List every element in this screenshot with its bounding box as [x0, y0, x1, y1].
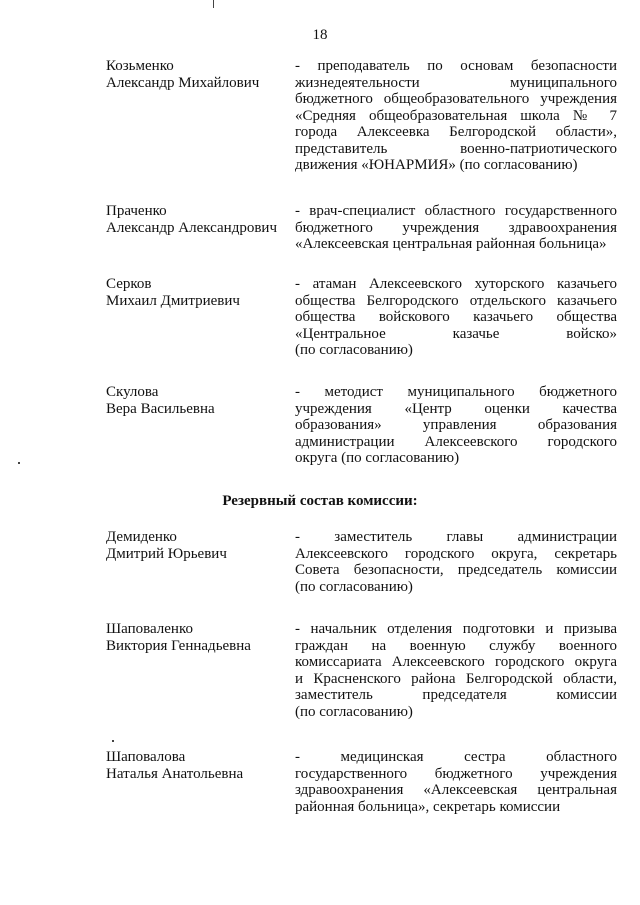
scan-mark	[213, 0, 214, 8]
role-line: районная больница», секретарь комиссии	[295, 798, 561, 815]
role-line: - методист муниципального бюджетного	[295, 384, 617, 400]
role-line: общества Белгородского отдельского казачьего	[295, 292, 617, 309]
role-line: здравоохранения «Алексеевская центральная	[295, 782, 617, 798]
member-name	[106, 276, 291, 309]
role-line: Совета безопасности, председатель комиссии	[295, 562, 617, 578]
role-line: - врач-специалист областного государственного	[295, 203, 617, 219]
role-line: - заместитель главы администрации	[295, 529, 617, 545]
member-given-names: Вера Васильевна	[106, 400, 215, 417]
role-line: города Алексеевка Белгородской области»,	[295, 124, 617, 140]
member-surname: Серков	[106, 276, 152, 292]
member-role	[295, 276, 617, 359]
role-line: бюджетного учреждения здравоохранения	[295, 219, 617, 236]
member-name	[106, 621, 291, 654]
role-line: и Красненского района Белгородской области,	[295, 670, 617, 687]
role-line: (по согласованию)	[295, 342, 413, 358]
role-line: комиссариата Алексеевского городского округа	[295, 654, 617, 670]
member-role	[295, 384, 617, 467]
member-surname: Шаповаленко	[106, 621, 193, 637]
scan-mark	[112, 740, 114, 742]
role-line: общества войскового казачьего общества	[295, 309, 617, 325]
member-given-names: Дмитрий Юрьевич	[106, 545, 227, 562]
role-line: администрации Алексеевского городского	[295, 433, 617, 450]
member-role	[295, 621, 617, 720]
member-surname: Скулова	[106, 384, 159, 400]
member-surname: Козьменко	[106, 58, 174, 74]
member-name	[106, 749, 291, 782]
member-given-names: Александр Александрович	[106, 219, 277, 236]
member-given-names: Михаил Дмитриевич	[106, 292, 240, 309]
role-line: образования» управления образования	[295, 417, 617, 433]
member-name	[106, 529, 291, 562]
role-line: граждан на военную службу военного	[295, 637, 617, 654]
role-line: государственного бюджетного учреждения	[295, 765, 617, 782]
role-line: «Алексеевская центральная районная больница»	[295, 236, 607, 252]
member-surname: Демиденко	[106, 529, 177, 545]
member-given-names: Александр Михайлович	[106, 74, 260, 91]
member-name	[106, 58, 291, 91]
role-line: жизнедеятельности муниципального	[295, 74, 617, 91]
role-line: представитель военно-патриотического	[295, 140, 617, 157]
member-given-names: Виктория Геннадьевна	[106, 637, 251, 654]
role-line: - медицинская сестра областного	[295, 749, 617, 765]
member-given-names: Наталья Анатольевна	[106, 765, 244, 782]
member-role	[295, 203, 617, 253]
page-number: 18	[312, 27, 328, 43]
role-line: - преподаватель по основам безопасности	[295, 58, 617, 74]
role-line: Алексеевского городского округа, секретарь	[295, 545, 617, 562]
role-line: - атаман Алексеевского хуторского казачьего	[295, 276, 617, 292]
scan-mark	[18, 462, 20, 464]
role-line: учреждения «Центр оценки качества	[295, 400, 617, 417]
role-line: движения «ЮНАРМИЯ» (по согласованию)	[295, 157, 578, 173]
member-surname: Праченко	[106, 203, 167, 219]
member-name	[106, 203, 291, 236]
role-line: заместитель председателя комиссии	[295, 687, 617, 703]
role-line: - начальник отделения подготовки и призыва	[295, 621, 617, 637]
role-line: округа (по согласованию)	[295, 450, 460, 466]
member-surname: Шаповалова	[106, 749, 186, 765]
member-role	[295, 529, 617, 595]
role-line: (по согласованию)	[295, 703, 413, 720]
role-line: «Средняя общеобразовательная школа № 7	[295, 107, 617, 124]
role-line: «Центральное казачье войско»	[295, 325, 617, 342]
member-role	[295, 58, 617, 174]
member-name	[106, 384, 291, 417]
reserve-heading: Резервный состав комиссии:	[222, 493, 418, 509]
member-role	[295, 749, 617, 815]
role-line: бюджетного общеобразовательного учреждения	[295, 91, 617, 107]
role-line: (по согласованию)	[295, 578, 413, 595]
